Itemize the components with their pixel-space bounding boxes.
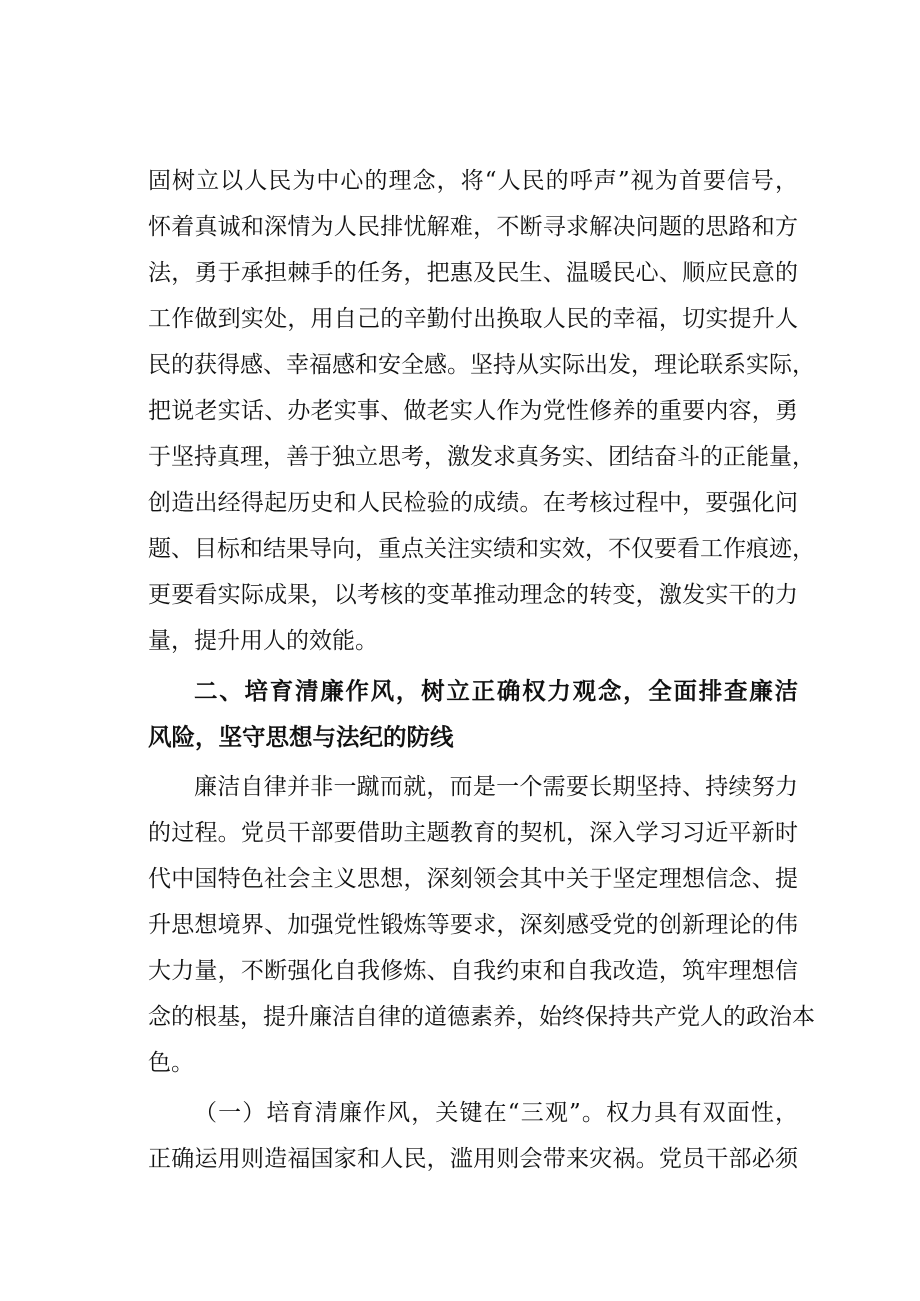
heading-line: 二、培育清廉作风，树立正确权力观念，全面排查廉洁 (194, 677, 798, 705)
text-line: 怀着真诚和深情为人民排忧解难，不断寻求解决问题的思路和方 (148, 214, 798, 240)
text-line: 题、目标和结果导向，重点关注实绩和实效，不仅要看工作痕迹， (148, 536, 815, 562)
text-line: 更要看实际成果，以考核的变革推动理念的转变，激发实干的力 (148, 582, 798, 608)
paragraph-3 (148, 1090, 798, 1182)
paragraph-1 (148, 158, 815, 664)
text-line: 工作做到实处，用自己的辛勤付出换取人民的幸福，切实提升人 (148, 306, 798, 332)
text-line: 升思想境界、加强党性锻炼等要求，深刻感受党的创新理论的伟 (148, 912, 798, 938)
text-line: 的过程。党员干部要借助主题教育的契机，深入学习习近平新时 (148, 820, 798, 846)
text-line: 廉洁自律并非一蹴而就，而是一个需要长期坚持、持续努力 (194, 774, 798, 800)
text-line: 固树立以人民为中心的理念，将“人民的呼声”视为首要信号， (148, 168, 798, 194)
text-line: 创造出经得起历史和人民检验的成绩。在考核过程中，要强化问 (148, 490, 798, 516)
section-heading (148, 668, 798, 760)
text-line: 代中国特色社会主义思想，深刻领会其中关于坚定理想信念、提 (148, 866, 798, 892)
text-line: 于坚持真理，善于独立思考，激发求真务实、团结奋斗的正能量， (148, 444, 815, 470)
text-line: 民的获得感、幸福感和安全感。坚持从实际出发，理论联系实际， (148, 352, 815, 378)
text-line: 法，勇于承担棘手的任务，把惠及民生、温暖民心、顺应民意的 (148, 260, 798, 286)
heading-line: 风险，坚守思想与法纪的防线 (148, 723, 454, 751)
text-line: 念的根基，提升廉洁自律的道德素养，始终保持共产党人的政治本 (148, 1004, 815, 1030)
document-body (148, 158, 815, 1182)
text-line: 色。 (148, 1050, 194, 1076)
text-line: 大力量，不断强化自我修炼、自我约束和自我改造，筑牢理想信 (148, 958, 798, 984)
paragraph-2 (148, 764, 815, 1086)
text-line: （一）培育清廉作风，关键在“三观”。权力具有双面性， (194, 1100, 798, 1126)
text-line: 量，提升用人的效能。 (148, 628, 378, 654)
text-line: 正确运用则造福国家和人民，滥用则会带来灾祸。党员干部必须 (148, 1146, 798, 1172)
text-line: 把说老实话、办老实事、做老实人作为党性修养的重要内容，勇 (148, 398, 798, 424)
